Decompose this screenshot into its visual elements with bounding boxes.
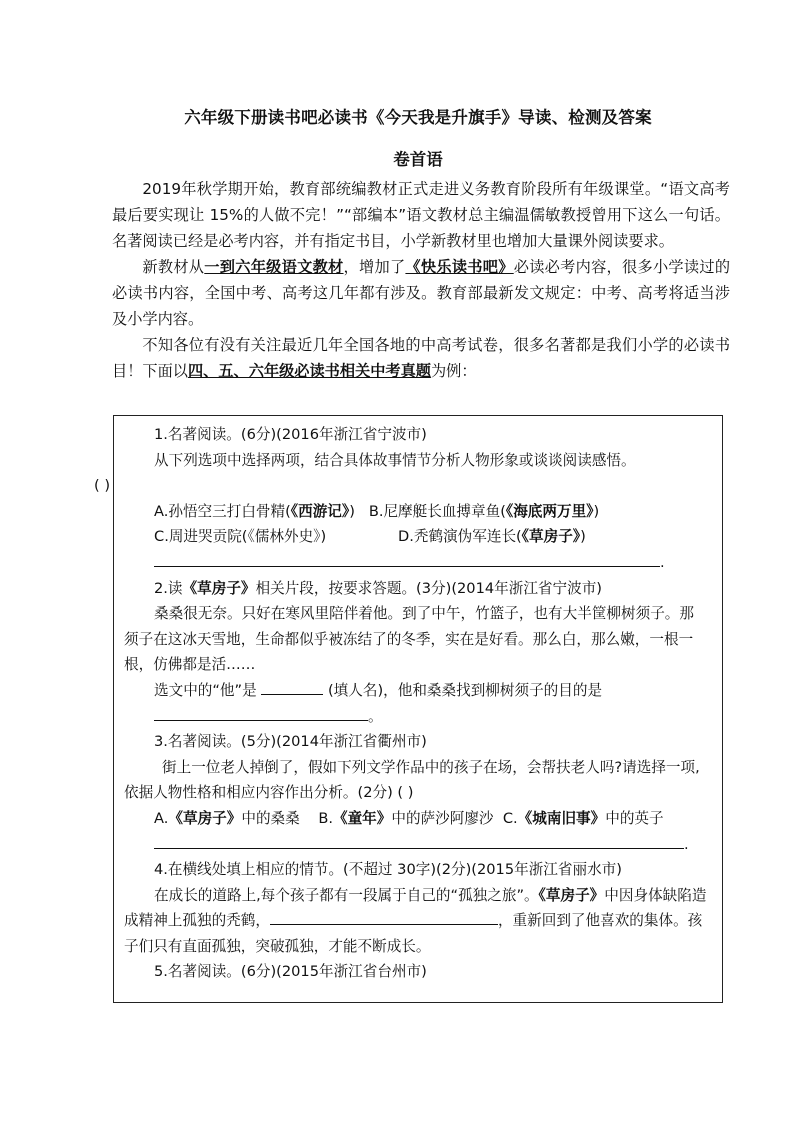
question-2-ask [124,678,708,704]
book-title: 《童年》 [332,809,392,827]
text-span: 中的萨沙阿廖沙 [391,809,494,827]
question-2-passage: 桑桑很无奈。只好在寒风里陪伴着他。到了中午，竹篮子，也有大半筐柳树须子。那须子在这冰天雪地，生命都似乎被冻结了的冬季，实在是好看。那么白，那么嫩，一根一根，仿佛都是活…… [124,605,694,674]
intro-section [112,176,730,384]
text-span: ，重新回到了他喜欢的集体。孩子们只有直面孤独，突破孤独，才能不断成长。 [124,912,703,955]
question-4-heading: 4.在横线处填上相应的情节。(不超过 30字)(2分)(2015年浙江省丽水市) [154,861,622,879]
option-a: A. [154,809,169,827]
text-span: 相关片段，按要求答题。(3分)(2014年浙江省宁波市) [255,579,602,597]
answer-blank[interactable] [261,679,323,695]
text-span: ) [349,502,355,520]
book-title: 《西游记》 [290,502,350,520]
question-4-text [124,883,708,960]
option-b: B.尼摩艇长血搏章鱼( [368,502,506,520]
text-span: 不知各位有没有关注最近几年全国各地的中高考试卷，很多名著都是我们小学的必读书目！下面以 [112,336,730,380]
text-span: ) [593,502,600,520]
intro-paragraph-2 [112,254,730,332]
intro-paragraph-1: 2019年秋学期开始，教育部统编教材正式走进义务教育阶段所有年级课堂。“语文高考最后要实现让 15%的人做不完！”“部编本”语文教材总主编温儒敏教授曾用下这么一句话。名著阅读已经是必考内容，并有指定书目，小学新教材里也增加大量课外阅读要求。 [112,180,730,250]
intro-paragraph-3 [112,332,730,384]
text-span: 。 [368,707,383,725]
text-span: 2.读 [154,579,183,597]
text-span: 在成长的道路上,每个孩子都有一段属于自己的“孤独之旅”。 [154,886,539,904]
text-span: ，增加了 [343,258,406,276]
book-title: 《城南旧事》 [517,809,606,827]
question-3-answer-line [124,832,708,858]
question-3-heading: 3.名著阅读。(5分)(2014年浙江省衢州市) [154,733,427,751]
option-a: A.孙悟空三打白骨精( [154,502,291,520]
text-span: 选文中的“他”是 [154,681,257,699]
answer-blank[interactable] [154,551,660,567]
question-1-heading: 1.名著阅读。(6分)(2016年浙江省宁波市) [154,426,427,443]
book-title: 《草房子》 [182,579,256,597]
book-title: 《草房子》 [521,528,581,546]
text-span: 从下列选项中选择两项，结合具体故事情节分析人物形象或谈谈阅读感悟。 [154,451,636,469]
text-span: 新教材从 [142,258,205,276]
text-span: ) [580,528,586,546]
option-c: C.周进哭贡院(《儒林外史》) [154,528,327,546]
text-span: 必读必考内容，很多小学读过的必读书内容，全国中考、高考这几年都有涉及。教育部最新发文规定：中考、高考将适当涉及小学内容。 [112,258,731,328]
questions-box [94,415,723,1003]
question-1-options-row-1 [124,499,708,525]
section-title: 卷首语 [393,150,443,169]
option-c: C. [502,809,518,827]
text-span: 为例： [430,362,477,380]
underlined-text: 四、五、六年级必读书相关中考真题 [187,362,431,380]
option-b: B. [318,809,333,827]
question-1-stem [94,448,708,499]
book-title: 《草房子》 [168,809,242,827]
document-title: 六年级下册读书吧必读书《今天我是升旗手》导读、检测及答案 [184,108,652,127]
book-title: 《海底两万里》 [505,502,594,520]
question-2-heading [124,576,708,602]
text-span: 中因身体缺陷造成精神上孤独的秃鹤， [124,886,707,930]
book-title: 《草房子》 [538,886,605,904]
answer-blank[interactable] [154,833,684,849]
question-5-heading: 5.名著阅读。(6分)(2015年浙江省台州市) [154,963,427,981]
text-span: (填人名)，他和桑桑找到柳树须子的目的是 [327,681,603,699]
text-span: 中的英子 [605,809,664,827]
text-span: 中的桑桑 [241,809,300,827]
question-1-answer-line [124,550,708,576]
answer-parentheses[interactable]: ( ) [94,477,111,495]
text-span: . [660,553,665,571]
text-span: . [684,835,689,853]
underlined-text: 一到六年级语文教材 [204,258,344,276]
question-1-options-row-2 [124,524,708,550]
option-d: D.秃鹤演伪军连长( [398,528,522,546]
question-2-answer-line [124,704,708,730]
answer-blank[interactable] [270,909,498,925]
underlined-text: 《快乐读书吧》 [405,258,514,276]
question-3-options [124,806,708,832]
answer-blank[interactable] [154,705,368,721]
question-3-stem: 街上一位老人掉倒了，假如下列文学作品中的孩子在场，会帮扶老人吗?请选择一项,依据人物性格和相应内容作出分析。(2分) ( ) [124,758,700,802]
